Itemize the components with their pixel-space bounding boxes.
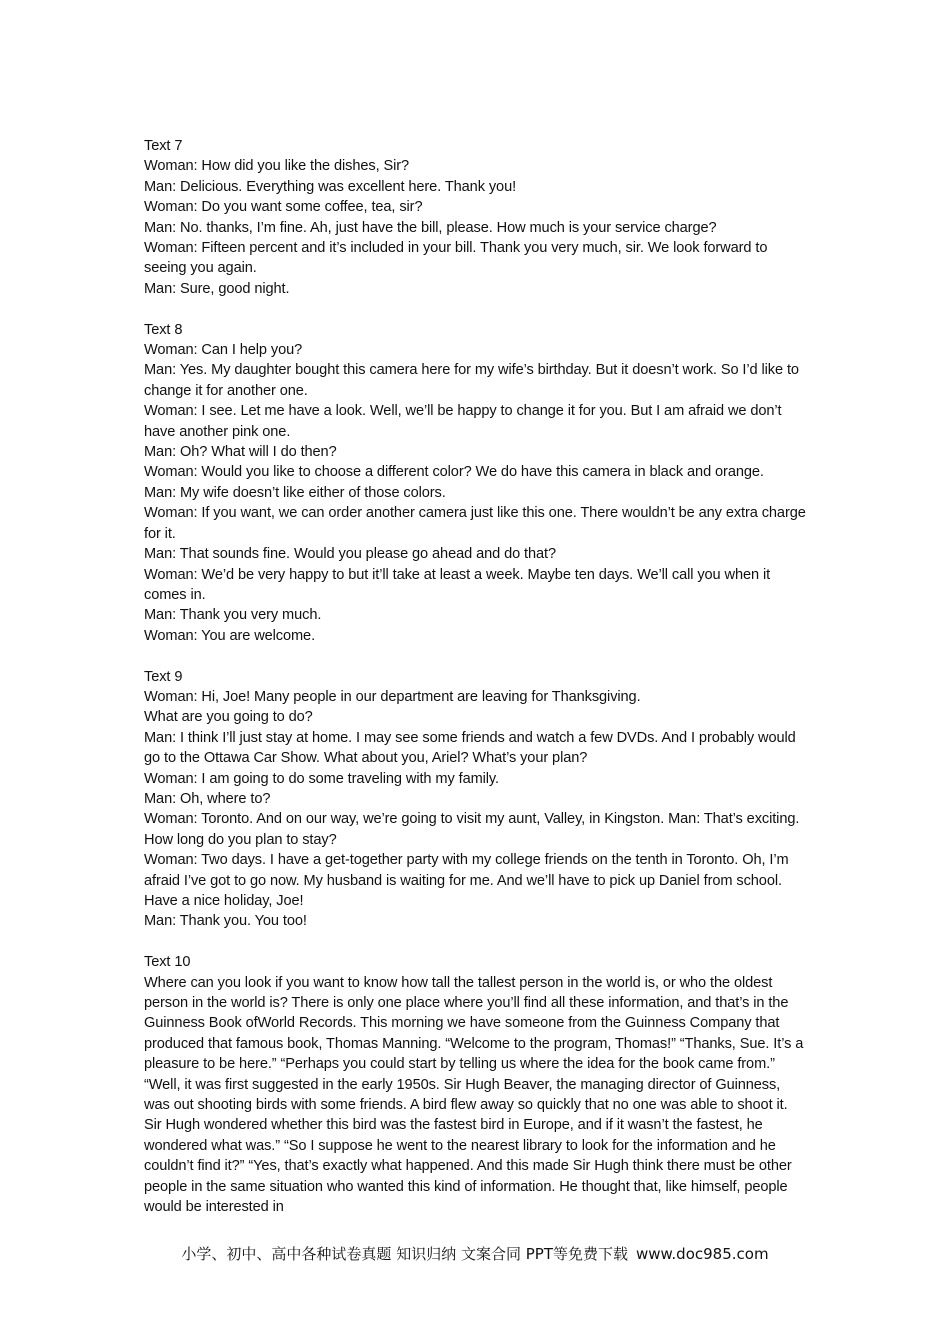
section-text-8 [144, 320, 808, 647]
dialogue-line: Woman: How did you like the dishes, Sir? [144, 158, 410, 175]
dialogue-line: Woman: Can I help you? [144, 342, 303, 359]
section-text-7 [144, 136, 808, 299]
dialogue-line: Man: Thank you. You too! [144, 913, 307, 930]
dialogue-line: Woman: You are welcome. [144, 627, 316, 644]
dialogue-line: Man: My wife doesn’t like either of those colors. [144, 484, 446, 501]
dialogue-line: Man: Thank you very much. [144, 607, 322, 624]
section-text-9 [144, 667, 808, 932]
dialogue-line: Man: That sounds fine. Would you please go ahead and do that? [144, 546, 557, 563]
footer-website: www.doc985.com [635, 1245, 769, 1263]
dialogue-line: Woman: We’d be very happy to but it’ll take at least a week. Maybe ten days. We’ll call you when it comes in. [144, 566, 771, 603]
section-title: Text 7 [144, 138, 183, 154]
dialogue-line: Man: Oh, where to? [144, 790, 271, 807]
dialogue-line: Woman: Two days. I have a get-together party with my college friends on the tenth in Toronto. Oh, I’m afraid I’ve got to go now. My husband is waiting for me. And we’ll have to pick up Daniel from school. Have a nice holiday, Joe! [144, 852, 789, 909]
section-text-10 [144, 952, 808, 1217]
footer-text: 小学、初中、高中各种试卷真题 知识归纳 文案合同 PPT等免费下载 [181, 1245, 628, 1263]
dialogue-line: Man: Yes. My daughter bought this camera here for my wife’s birthday. But it doesn’t work. So I’d like to change it for another one. [144, 362, 799, 399]
dialogue-line: Man: Sure, good night. [144, 280, 290, 297]
dialogue-line: Woman: I am going to do some traveling with my family. [144, 770, 499, 787]
section-title: Text 8 [144, 321, 183, 338]
dialogue-line: What are you going to do? [144, 709, 313, 726]
dialogue-line: Man: I think I’ll just stay at home. I may see some friends and watch a few DVDs. And I probably would go to the Ottawa Car Show. What about you, Ariel? What’s your plan? [144, 729, 796, 767]
section-title: Text 10 [144, 954, 191, 971]
dialogue-line: Woman: Would you like to choose a different color? We do have this camera in black and orange. [144, 464, 764, 481]
dialogue-line: Man: No. thanks, I’m fine. Ah, just have the bill, please. How much is your service charge? [144, 219, 717, 236]
section-title: Text 9 [144, 668, 183, 685]
dialogue-line: Woman: Hi, Joe! Many people in our department are leaving for Thanksgiving. [144, 688, 641, 705]
passage-paragraph: Where can you look if you want to know how tall the tallest person in the world is, or who the oldest person in the world is? There is only one place where you’ll find all these information, and that’s in the Guinness Book ofWorld Records. This morning we have someone from the Guinness Company that produced that famous book, Thomas Manning. “Welcome to the program, Thomas!” “Thanks, Sue. It’s a pleasure to be here.” “Perhaps you could start by telling us where the idea for the book came from.” “Well, it was first suggested in the early 1950s. Sir Hugh Beaver, the managing director of Guinness, was out shooting birds with some friends. A bird flew away so quickly that no one was able to shoot it. Sir Hugh wondered whether this bird was the fastest bird in Europe, and if it wasn’t the fastest, he wondered what was.” “So I suppose he went to the nearest library to look for the information and he couldn’t find it?” “Yes, that’s exactly what happened. And this made Sir Hugh think there must be other people in the same situation who wanted this kind of information. He thought that, like himself, people would be interested in [144, 974, 804, 1216]
document-body [144, 136, 808, 1238]
dialogue-line: Man: Oh? What will I do then? [144, 444, 337, 461]
dialogue-line: Woman: Do you want some coffee, tea, sir? [144, 199, 423, 216]
page-footer [0, 1244, 950, 1264]
dialogue-line: Woman: I see. Let me have a look. Well, we’ll be happy to change it for you. But I am afraid we don’t have another pink one. [144, 403, 782, 440]
dialogue-line: Man: Delicious. Everything was excellent here. Thank you! [144, 178, 517, 195]
dialogue-line: Woman: If you want, we can order another camera just like this one. There wouldn’t be any extra charge for it. [144, 505, 806, 542]
dialogue-line: Woman: Fifteen percent and it’s included in your bill. Thank you very much, sir. We look forward to seeing you again. [144, 240, 768, 277]
dialogue-line: Woman: Toronto. And on our way, we’re going to visit my aunt, Valley, in Kingston. Man: That’s exciting. How long do you plan to stay? [144, 811, 800, 848]
